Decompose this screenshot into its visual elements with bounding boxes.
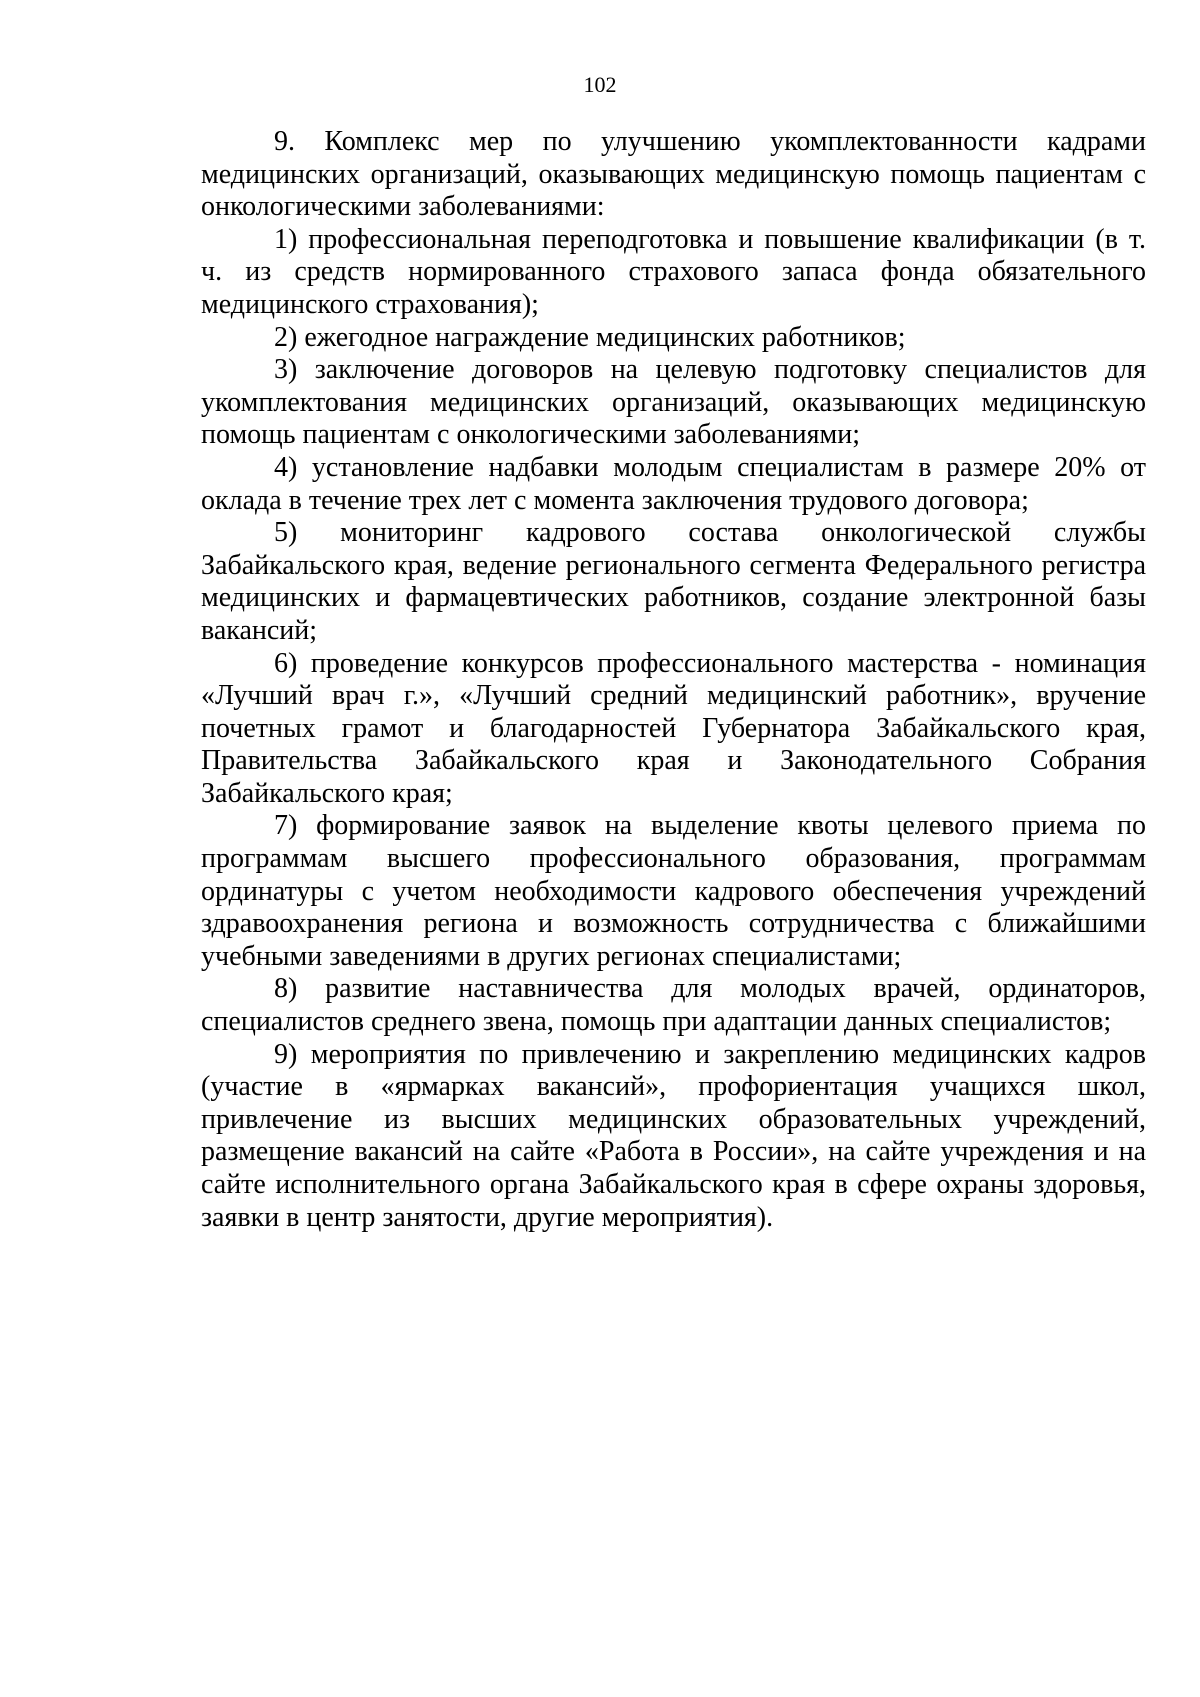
list-item-1: 1) профессиональная переподготовка и повышение квалификации (в т. ч. из средств нормированного страхового запаса фонда обязательного медицинского страхования);: [201, 223, 1146, 320]
list-item-7: 7) формирование заявок на выделение квоты целевого приема по программам высшего профессионального образования, программам ординатуры с учетом необходимости кадрового обеспечения учреждений здравоохранения региона и возможность сотрудничества с ближайшими учебными заведениями в других регионах специалистами;: [201, 810, 1146, 972]
page-number: 102: [583, 72, 617, 97]
section-heading-paragraph: 9. Комплекс мер по улучшению укомплектованности кадрами медицинских организаций, оказывающих медицинскую помощь пациентам с онкологическими заболеваниями:: [201, 126, 1146, 223]
list-item-4: 4) установление надбавки молодым специалистам в размере 20% от оклада в течение трех лет с момента заключения трудового договора;: [201, 451, 1146, 516]
list-item-6: 6) проведение конкурсов профессионального мастерства - номинация «Лучший врач г.», «Лучший средний медицинский работник», вручение почетных грамот и благодарностей Губернатора Забайкальского края, Правительства Забайкальского края и Законодательного Собрания Забайкальского края;: [201, 647, 1146, 809]
list-item-2: 2) ежегодное награждение медицинских работников;: [274, 321, 906, 353]
list-item-3: 3) заключение договоров на целевую подготовку специалистов для укомплектования медицинских организаций, оказывающих медицинскую помощь пациентам с онкологическими заболеваниями;: [201, 354, 1146, 451]
list-item-9: 9) мероприятия по привлечению и закреплению медицинских кадров (участие в «ярмарках вакансий», профориентация учащихся школ, привлечение из высших медицинских образовательных учреждений, размещение вакансий на сайте «Работа в России», на сайте учреждения и на сайте исполнительного органа Забайкальского края в сфере охраны здоровья, заявки в центр занятости, другие мероприятия).: [201, 1038, 1146, 1233]
list-item-8: 8) развитие наставничества для молодых врачей, ординаторов, специалистов среднего звена, помощь при адаптации данных специалистов;: [201, 973, 1146, 1038]
list-item-5: 5) мониторинг кадрового состава онкологической службы Забайкальского края, ведение регионального сегмента Федерального регистра медицинских и фармацевтических работников, создание электронной базы вакансий;: [201, 517, 1146, 646]
document-body: [201, 126, 1146, 1234]
